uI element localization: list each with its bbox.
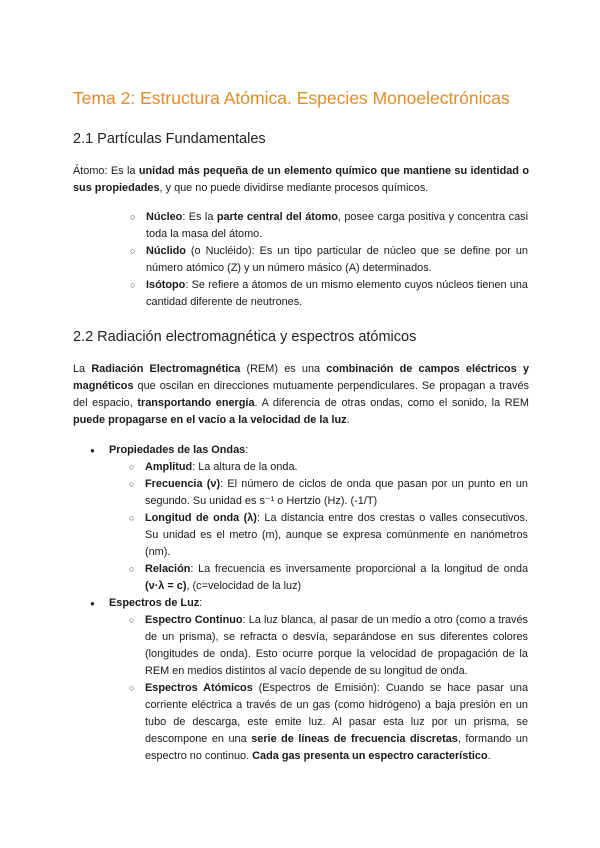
rem-bold: transportando energía: [137, 397, 255, 409]
list-item-espectros-atomicos: [145, 680, 528, 765]
item-text: , formando un espectro no continuo.: [145, 733, 528, 762]
item-text: : Es la: [182, 211, 217, 223]
item-text: , posee carga positiva y concentra casi toda la masa del átomo.: [146, 211, 528, 240]
list-item-amplitud: [145, 459, 528, 476]
rem-bullet-list: [109, 442, 528, 765]
item-term: Amplitud: [145, 461, 193, 473]
rem-text: (REM) es una: [240, 363, 327, 375]
item-term: Relación: [145, 563, 191, 575]
bullet-wave-properties: [109, 442, 528, 595]
item-text: : Se refiere a átomos de un mismo elemento cuyos núcleos tienen una cantidad diferente de neutrones.: [146, 279, 528, 308]
item-term: Núcleo: [146, 211, 183, 223]
list-item-nuclido: [146, 243, 528, 277]
list-item-isotopo: [146, 277, 528, 311]
list-item-longitud: [145, 510, 528, 561]
item-term: Espectro Continuo: [145, 614, 243, 626]
item-bold: (ν·λ = c): [145, 580, 187, 592]
item-bold: Cada gas presenta un espectro característico: [252, 750, 488, 762]
bullet-colon: :: [245, 444, 249, 456]
item-text: (o Nucléido): Es un tipo particular de núcleo que se define por un número atómico (Z) y un número másico (A) determinados.: [146, 245, 528, 274]
bullet-label: Propiedades de las Ondas: [109, 444, 246, 456]
rem-text: .: [346, 414, 350, 426]
list-item-espectro-continuo: [145, 612, 528, 680]
rem-bold: Radiación Electromagnética: [91, 363, 241, 375]
page-title: Tema 2: Estructura Atómica. Especies Monoelectrónicas: [73, 88, 510, 108]
item-text: : La altura de la onda.: [192, 461, 298, 473]
item-text: , (c=velocidad de la luz): [186, 580, 302, 592]
rem-bold: combinación de campos eléctricos y magnéticos: [73, 363, 529, 392]
rem-bold: puede propagarse en el vacío a la velocidad de la luz: [73, 414, 347, 426]
atom-text-c: , y que no puede dividirse mediante procesos químicos.: [159, 182, 429, 194]
atom-text-a: : Es la: [104, 165, 139, 177]
item-text: : El número de ciclos de onda que pasan por un punto en un segundo. Su unidad es s⁻¹ o Hertzio (Hz). (-1/T): [145, 478, 528, 507]
item-term: Espectros Atómicos: [145, 682, 253, 694]
item-term: Isótopo: [146, 279, 186, 291]
item-bold: parte central del átomo: [216, 211, 338, 223]
item-text: : La distancia entre dos crestas o valles consecutivos. Su unidad es el metro (m), aunque se expresa comúnmente en nanómetros (nm).: [145, 512, 528, 558]
rem-text: que oscilan en direcciones mutuamente perpendiculares. Se propagan a través del espacio,: [73, 380, 529, 409]
item-term: Longitud de onda (λ): [145, 512, 257, 524]
atom-definition-paragraph: [73, 163, 529, 197]
list-item-nucleo: [146, 209, 528, 243]
rem-text: La: [73, 363, 92, 375]
list-item-relacion: [145, 561, 528, 595]
item-text: .: [487, 750, 491, 762]
wave-properties-list: [145, 459, 528, 595]
item-text: : La luz blanca, al pasar de un medio a otro (como a través de un prisma), se refracta o desvía, separándose en sus diferentes colores (longitudes de onda). Esto ocurre porque la velocidad de propagación de la REM en medios distintos al vacío depende de su longitud de onda.: [145, 614, 528, 677]
atom-term: Átomo: [73, 165, 105, 177]
rem-text: . A diferencia de otras ondas, como el sonido, la REM: [254, 397, 529, 409]
section-heading-radiation: 2.2 Radiación electromagnética y espectros atómicos: [73, 329, 417, 345]
atom-text-bold: unidad más pequeña de un elemento químico que mantiene su identidad o sus propiedades: [73, 165, 529, 194]
item-text: : La frecuencia es inversamente proporcional a la longitud de onda: [190, 563, 528, 575]
section-heading-particles: 2.1 Partículas Fundamentales: [73, 131, 266, 147]
rem-paragraph: [73, 361, 529, 429]
spectra-list: [145, 612, 528, 765]
item-bold: serie de líneas de frecuencia discretas: [251, 733, 458, 745]
bullet-light-spectra: [109, 595, 528, 765]
list-item-frecuencia: [145, 476, 528, 510]
bullet-label: Espectros de Luz: [109, 597, 200, 609]
item-text: (Espectros de Emisión): Cuando se hace pasar una corriente eléctrica a través de un gas (como hidrógeno) a baja presión en un tubo de descarga, este emite luz. Al pasar esta luz por un prisma, se descompone en una: [145, 682, 529, 745]
item-term: Núclido: [146, 245, 186, 257]
particles-list: [146, 209, 528, 311]
bullet-colon: :: [199, 597, 203, 609]
item-term: Frecuencia (ν): [145, 478, 221, 490]
